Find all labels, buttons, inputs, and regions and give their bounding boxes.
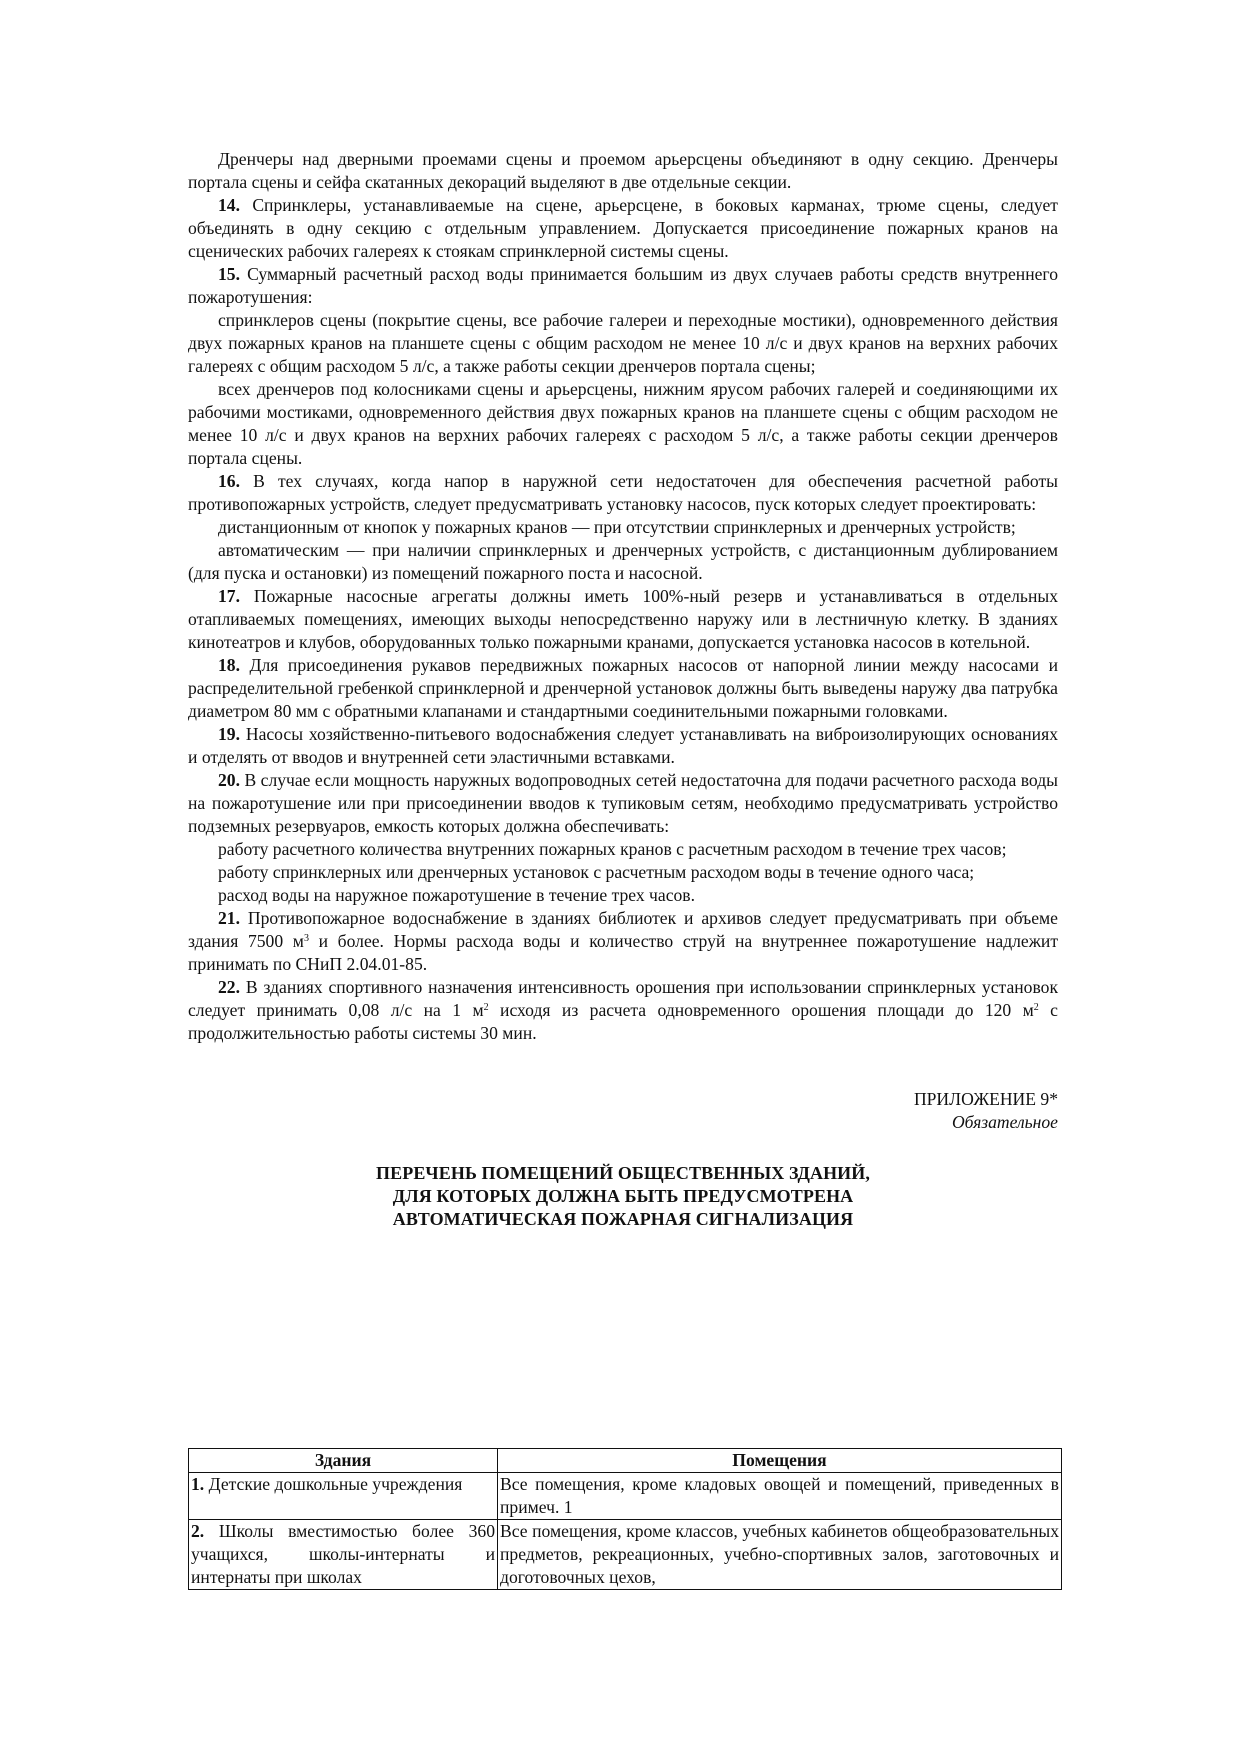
rooms-table-container [188, 1448, 1062, 1600]
paragraph-text: автоматическим — при наличии спринклерных и дренчерных устройств, с дистанционным дублированием (для пуска и остановки) из помещений пожарного поста и насосной. [188, 540, 1058, 583]
rooms-cell: Все помещения, кроме кладовых овощей и помещений, приведенных в примеч. 1 [498, 1473, 1062, 1520]
header-buildings: Здания [189, 1449, 498, 1473]
title-line: ПЕРЕЧЕНЬ ПОМЕЩЕНИЙ ОБЩЕСТВЕННЫХ ЗДАНИЙ, [376, 1163, 870, 1183]
table-row [189, 1473, 1062, 1520]
appendix-kind: Обязательное [951, 1112, 1058, 1132]
paragraph [188, 378, 1058, 470]
paragraph-text: В случае если мощность наружных водопроводных сетей недостаточна для подачи расчетного расхода воды на пожаротушение или при присоединении вводов к тупиковым сетям, необходимо предусматривать устройство подземных резервуаров, емкость которых должна обеспечивать: [188, 770, 1058, 836]
paragraph-text: спринклеров сцены (покрытие сцены, все рабочие галереи и переходные мостики), одновременного действия двух пожарных кранов на планшете сцены с общим расходом не менее 10 л/с и двух кранов на верхних рабочих галереях с общим расходом 5 л/с, а также работы секции дренчеров портала сцены; [188, 310, 1058, 376]
paragraph-text: Насосы хозяйственно-питьевого водоснабжения следует устанавливать на виброизолирующих основаниях и отделять от вводов и внутренней сети эластичными вставками. [188, 724, 1058, 767]
paragraph-text: Пожарные насосные агрегаты должны иметь 100%-ный резерв и устанавливаться в отдельных отапливаемых помещениях, имеющих выходы непосредственно наружу или в лестничную клетку. В зданиях кинотеатров и клубов, оборудованных только пожарными кранами, допускается установка насосов в котельной. [188, 586, 1058, 652]
paragraph-text: дистанционным от кнопок у пожарных кранов — при отсутствии спринклерных и дренчерных устройств; [218, 517, 1016, 537]
paragraph-number: 20. [218, 770, 240, 790]
building-text: Школы вместимостью более 360 учащихся, школы-интернаты и интернаты при школах [191, 1521, 495, 1587]
paragraph-number: 22. [218, 977, 240, 997]
table-body [189, 1473, 1062, 1590]
paragraph [188, 263, 1058, 309]
paragraph [188, 194, 1058, 263]
paragraph-number: 16. [218, 471, 240, 491]
paragraph-number: 14. [218, 195, 240, 215]
paragraph [188, 539, 1058, 585]
paragraph-text: Противопожарное водоснабжение в зданиях библиотек и архивов следует предусматривать при объеме здания 7500 $м^3$ и более. Нормы расхода воды и количество струй на внутреннее пожаротушение надлежит принимать по СНиП 2.04.01-85. [188, 908, 1059, 974]
paragraph-number: 21. [218, 908, 240, 928]
paragraph-number: 15. [218, 264, 240, 284]
appendix-heading [188, 1088, 1058, 1134]
rooms-cell: Все помещения, кроме классов, учебных кабинетов общеобразовательных предметов, рекреационных, учебно-спортивных залов, заготовочных и доготовочных цехов, [498, 1520, 1062, 1590]
paragraph-text: всех дренчеров под колосниками сцены и арьерсцены, нижним ярусом рабочих галерей и соединяющими их рабочими мостиками, одновременного действия двух пожарных кранов на планшете сцены с общим расходом не менее 10 л/с и двух кранов на верхних рабочих галереях с расходом 5 л/с, а также работы секции дренчеров портала сцены. [188, 379, 1058, 468]
title-line: ДЛЯ КОТОРЫХ ДОЛЖНА БЫТЬ ПРЕДУСМОТРЕНА [392, 1186, 854, 1206]
paragraph [188, 723, 1058, 769]
paragraph [188, 976, 1058, 1045]
row-number: 2. [191, 1521, 205, 1541]
appendix-title [188, 1162, 1058, 1231]
paragraph [188, 585, 1058, 654]
paragraph-text: Дренчеры над дверными проемами сцены и проемом арьерсцены объединяют в одну секцию. Дренчеры портала сцены и сейфа скатанных декораций выделяют в две отдельные секции. [188, 149, 1058, 192]
document-page [188, 148, 1058, 1231]
paragraph [188, 516, 1058, 539]
appendix-label: ПРИЛОЖЕНИЕ 9* [913, 1089, 1058, 1109]
paragraph-text: В зданиях спортивного назначения интенсивность орошения при использовании спринклерных установок следует принимать 0,08 л/с на 1 $м^2$ исходя из расчета одновременного орошения площади до 120 $м^2$ с продолжительностью работы системы 30 мин. [188, 977, 1058, 1043]
building-cell [189, 1473, 498, 1520]
paragraph [188, 309, 1058, 378]
header-rooms: Помещения [498, 1449, 1062, 1473]
paragraph-text: расход воды на наружное пожаротушение в течение трех часов. [218, 885, 696, 905]
body-text [188, 148, 1058, 1045]
paragraph-text: Для присоединения рукавов передвижных пожарных насосов от напорной линии между насосами и распределительной гребенкой спринклерной и дренчерной установок должны быть выведены наружу два патрубка диаметром 80 мм с обратными клапанами и стандартными соединительными пожарными головками. [188, 655, 1058, 721]
paragraph [188, 769, 1058, 838]
paragraph-number: 17. [218, 586, 240, 606]
paragraph-number: 18. [218, 655, 240, 675]
paragraph-number: 19. [218, 724, 240, 744]
paragraph-text: Спринклеры, устанавливаемые на сцене, арьерсцене, в боковых карманах, трюме сцены, следует объединять в одну секцию с отдельным управлением. Допускается присоединение пожарных кранов на сценических рабочих галереях к стоякам спринклерной системы сцены. [188, 195, 1058, 261]
row-number: 1. [191, 1474, 205, 1494]
paragraph [188, 470, 1058, 516]
paragraph [188, 838, 1058, 861]
paragraph [188, 907, 1058, 976]
building-cell [189, 1520, 498, 1590]
rooms-table [188, 1448, 1062, 1590]
building-text: Детские дошкольные учреждения [208, 1474, 463, 1494]
paragraph-text: работу расчетного количества внутренних пожарных кранов с расчетным расходом в течение трех часов; [218, 839, 1007, 859]
paragraph-text: В тех случаях, когда напор в наружной сети недостаточен для обеспечения расчетной работы противопожарных устройств, следует предусматривать установку насосов, пуск которых следует проектировать: [188, 471, 1058, 514]
paragraph-text: работу спринклерных или дренчерных установок с расчетным расходом воды в течение одного часа; [218, 862, 975, 882]
paragraph [188, 148, 1058, 194]
paragraph [188, 654, 1058, 723]
table-header-row [189, 1449, 1062, 1473]
paragraph [188, 861, 1058, 884]
table-row [189, 1520, 1062, 1590]
title-line: АВТОМАТИЧЕСКАЯ ПОЖАРНАЯ СИГНАЛИЗАЦИЯ [392, 1209, 854, 1229]
paragraph [188, 884, 1058, 907]
paragraph-text: Суммарный расчетный расход воды принимается большим из двух случаев работы средств внутреннего пожаротушения: [188, 264, 1058, 307]
